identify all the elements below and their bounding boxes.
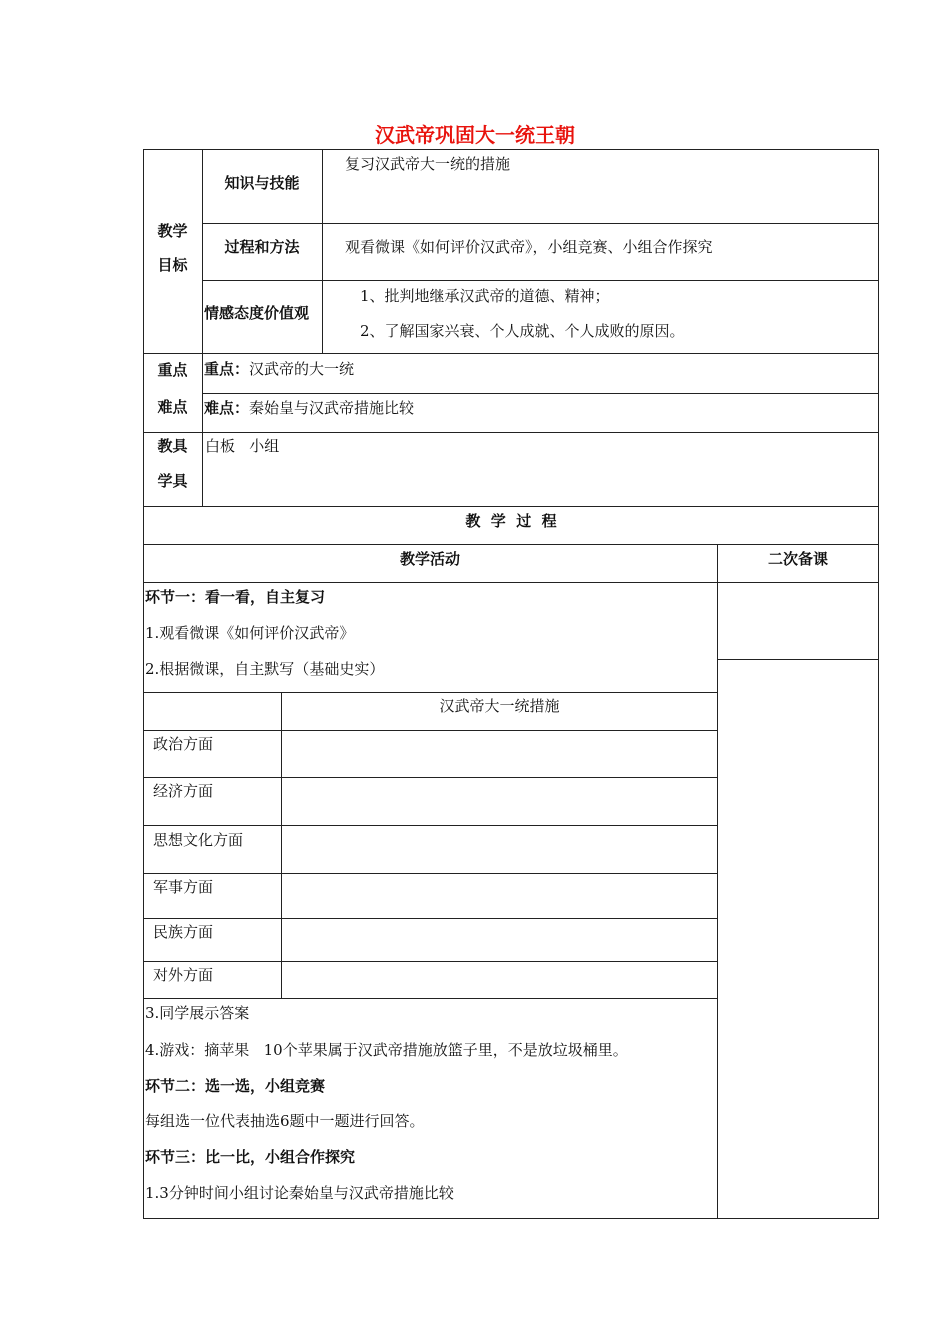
hard-point	[204, 398, 414, 418]
key-point	[204, 359, 354, 379]
tools-content: 白板 小组	[205, 437, 280, 455]
step1-item-2: 2.根据微课，自主默写（基础史实）	[145, 660, 385, 678]
process-content: 观看微课《如何评价汉武帝》，小组竞赛、小组合作探究	[345, 238, 713, 256]
step2-text: 每组选一位代表抽选6题中一题进行回答。	[145, 1112, 425, 1130]
tools-label-1: 教具	[157, 437, 188, 455]
emotion-line-2: 2、了解国家兴衰、个人成就、个人成败的原因。	[360, 322, 685, 340]
activity-column-header: 教学活动	[399, 550, 460, 568]
process-header: 教 学 过 程	[465, 512, 557, 530]
step1-item-3: 3.同学展示答案	[145, 1004, 250, 1022]
measures-row-foreign: 对外方面	[153, 966, 214, 984]
key-prefix: 重点：	[204, 360, 250, 378]
step1-item-4: 4.游戏：摘苹果 10个苹果属于汉武帝措施放篮子里，不是放垃圾桶里。	[145, 1041, 628, 1059]
process-label: 过程和方法	[224, 238, 300, 256]
step3-item-1: 1.3分钟时间小组讨论秦始皇与汉武帝措施比较	[145, 1184, 454, 1202]
measures-row-ethnic: 民族方面	[153, 923, 214, 941]
objectives-label-2: 目标	[157, 256, 188, 274]
step1-item-1: 1.观看微课《如何评价汉武帝》	[145, 624, 355, 642]
step3-title: 环节三：比一比，小组合作探究	[145, 1148, 356, 1166]
hard-text: 秦始皇与汉武帝措施比较	[249, 399, 415, 417]
measures-row-economy: 经济方面	[153, 782, 214, 800]
emotion-label: 情感态度价值观	[204, 304, 310, 322]
objectives-label-1: 教学	[157, 222, 188, 240]
tools-label-2: 学具	[157, 472, 188, 490]
measures-row-politics: 政治方面	[153, 735, 214, 753]
hard-prefix: 难点：	[204, 399, 250, 417]
key-text: 汉武帝的大一统	[249, 360, 355, 378]
measures-row-military: 军事方面	[153, 878, 214, 896]
keypoints-label-1: 重点	[157, 361, 188, 379]
knowledge-content: 复习汉武帝大一统的措施	[345, 155, 511, 173]
emotion-line-1: 1、批判地继承汉武帝的道德、精神；	[360, 287, 610, 305]
keypoints-label-2: 难点	[157, 398, 188, 416]
knowledge-label: 知识与技能	[224, 174, 300, 192]
step1-title: 环节一：看一看，自主复习	[145, 588, 326, 606]
step2-title: 环节二：选一选，小组竞赛	[145, 1077, 326, 1095]
page-title: 汉武帝巩固大一统王朝	[375, 123, 575, 147]
measures-row-culture: 思想文化方面	[153, 831, 244, 849]
measures-table-header: 汉武帝大一统措施	[439, 697, 560, 715]
second-column-header: 二次备课	[767, 550, 828, 568]
